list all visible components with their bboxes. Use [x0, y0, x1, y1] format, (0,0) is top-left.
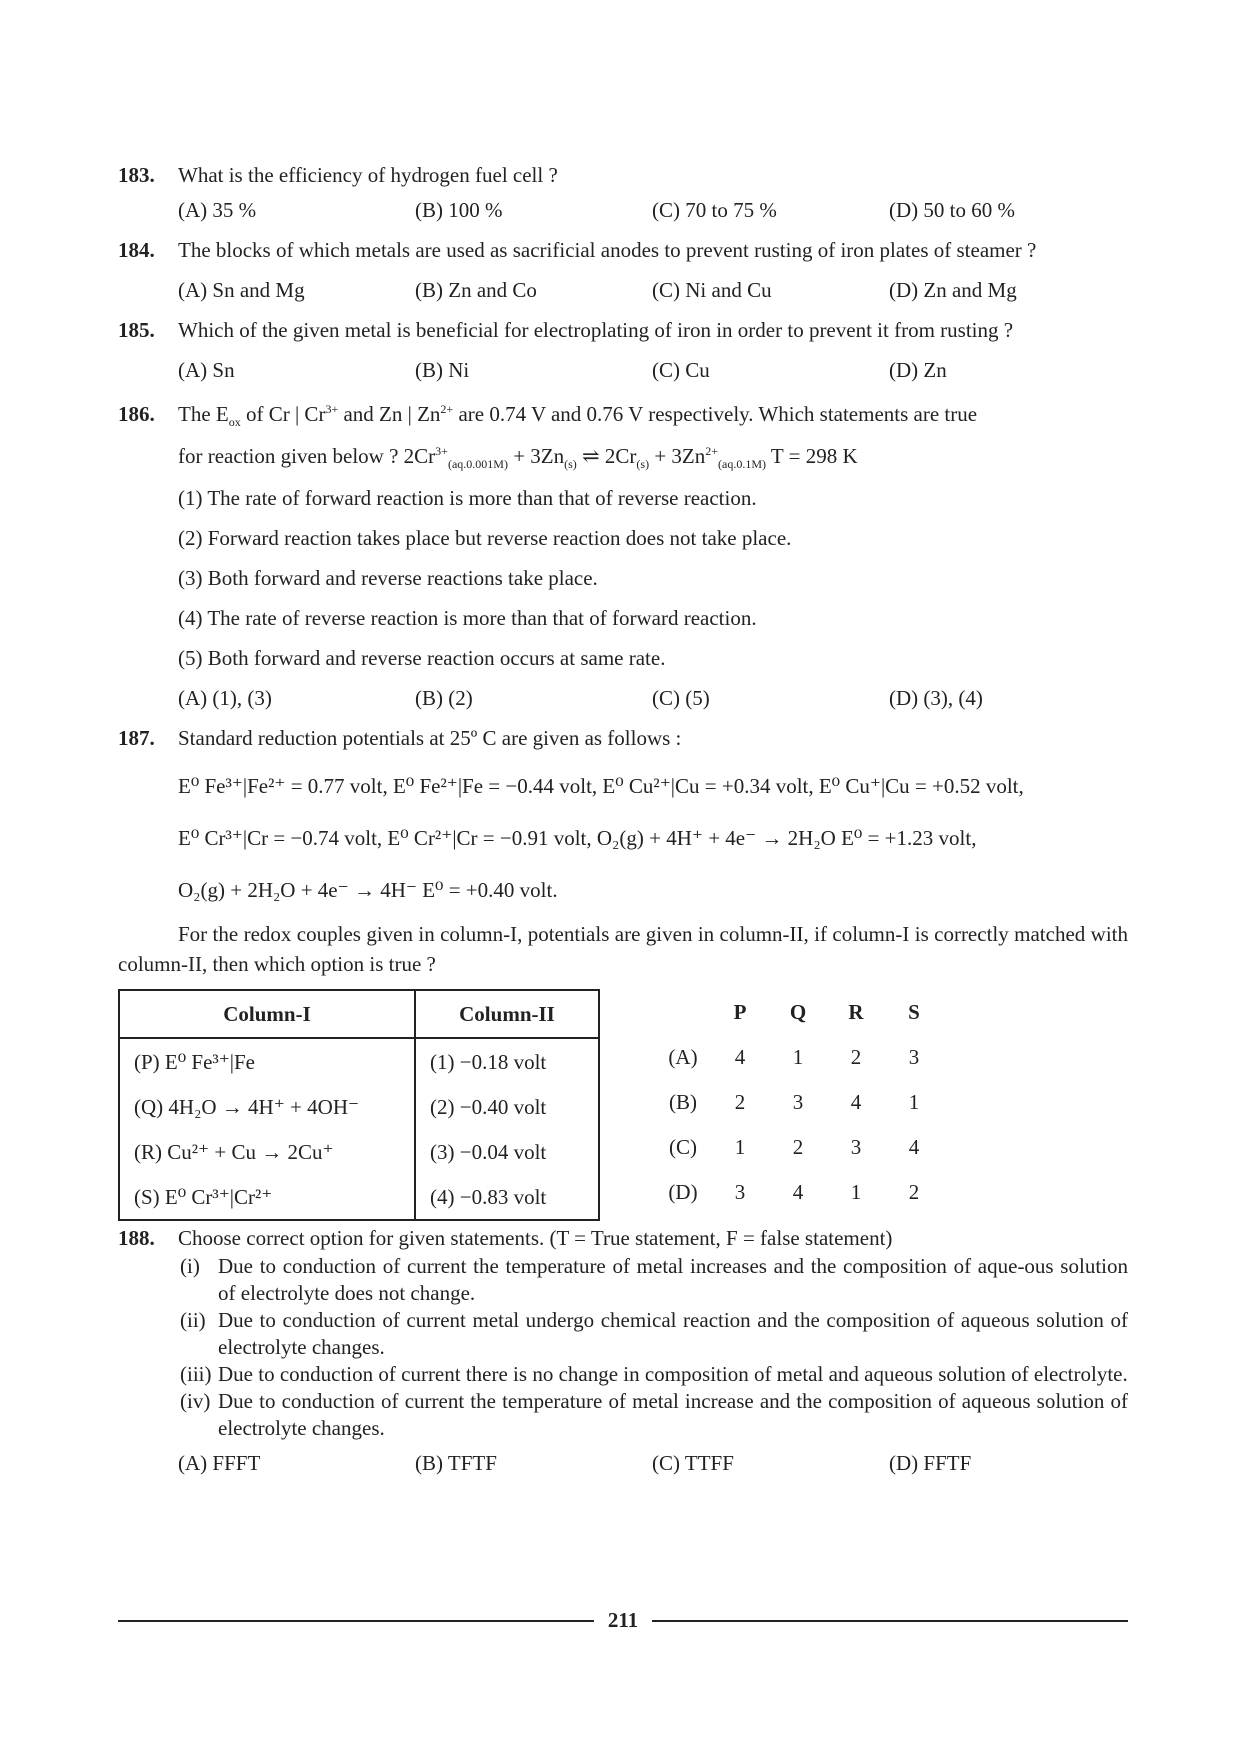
option-d: (D) (3), (4) [889, 686, 983, 710]
question-text: Which of the given metal is beneficial for electroplating of iron in order to prevent it from rusting ? [178, 318, 1014, 342]
question-page [118, 160, 1128, 1478]
statement-text: Due to conduction of current the temperature of metal increases and the composition of aque-ous solution of electrolyte does not change. [218, 1254, 1128, 1305]
grid-header: S [908, 1000, 920, 1024]
tf-statement [180, 1253, 1128, 1307]
options-188 [178, 1448, 1128, 1478]
match-paragraph: For the redox couples given in column-I, potentials are given in column-II, if column-I is correctly matched with column-II, then which option is true ? [118, 922, 1128, 976]
footer-rule-left [118, 1620, 594, 1622]
grid-cell: 1 [908, 1090, 920, 1114]
question-183 [118, 160, 1128, 190]
option-b: (B) (2) [415, 686, 473, 710]
question-number: 183. [118, 163, 155, 187]
option-a: (A) 35 % [178, 198, 257, 222]
statement-text: Due to conduction of current metal undergo chemical reaction and the composition of aqueous solution of electrolyte changes. [218, 1308, 1128, 1359]
option-c: (C) TTFF [652, 1451, 734, 1475]
grid-cell: 2 [908, 1180, 920, 1204]
statement-label: (iii) [180, 1362, 212, 1386]
statement-label: (iv) [180, 1389, 211, 1413]
question-text: The $E_{ox}$ of Cr | $Cr^{3+}$ and Zn | $Zn^{2+}$ are 0.74 V and 0.76 V respectively. Which statements are true [178, 402, 978, 430]
grid-header [655, 989, 711, 1035]
grid-cell: 3 [792, 1090, 804, 1114]
question-text: What is the efficiency of hydrogen fuel cell ? [178, 163, 558, 187]
footer-rule-right [652, 1620, 1128, 1622]
question-185 [118, 315, 1128, 345]
column-1-item: (S) E⁰ Cr³⁺|Cr²⁺ [119, 1174, 415, 1220]
question-number: 184. [118, 238, 155, 262]
grid-cell: 2 [792, 1135, 804, 1159]
option-d: (D) 50 to 60 % [889, 198, 1015, 222]
option-b: (B) Zn and Co [415, 278, 537, 302]
grid-cell: 3 [734, 1180, 746, 1204]
statement-label: (ii) [180, 1308, 206, 1332]
tf-statement [180, 1307, 1128, 1361]
question-number: 185. [118, 318, 155, 342]
statement-text: Due to conduction of current there is no change in composition of metal and aqueous solution of electrolyte. [218, 1362, 1128, 1386]
grid-header: Q [789, 1000, 807, 1024]
column-2-item: (2) −0.40 volt [415, 1084, 599, 1129]
statement: (2) Forward reaction takes place but reverse reaction does not take place. [178, 526, 792, 550]
options-184 [178, 275, 1128, 305]
options-186 [178, 683, 1128, 713]
column-1-item: (Q) 4H₂O → 4H⁺ + 4OH⁻ [119, 1084, 415, 1129]
grid-cell: 1 [792, 1045, 804, 1069]
match-table [118, 989, 600, 1221]
option-a: (A) Sn [178, 358, 235, 382]
grid-header: P [733, 1000, 747, 1024]
option-b: (B) TFTF [415, 1451, 497, 1475]
grid-cell: 3 [850, 1135, 862, 1159]
column-2-item: (1) −0.18 volt [415, 1038, 599, 1084]
grid-cell: 3 [908, 1045, 920, 1069]
grid-option-label: (C) [669, 1135, 697, 1159]
question-number: 186. [118, 402, 155, 426]
question-number: 188. [118, 1226, 155, 1250]
statement: (3) Both forward and reverse reactions take place. [178, 566, 598, 590]
option-a: (A) (1), (3) [178, 686, 272, 710]
reaction-equation: for reaction given below ? $2Cr^{3+}_{(aq.0.001M)} + 3Zn_{(s)}$ ⇌ $2Cr_{(s)} + 3Zn^{2+}_{(aq.0.1M)}$ T = 298 K [178, 444, 858, 472]
column-1-item: (P) E⁰ Fe³⁺|Fe [119, 1038, 415, 1084]
tf-statement [180, 1388, 1128, 1442]
column-2-header: Column-II [415, 990, 599, 1038]
statement: (5) Both forward and reverse reaction occurs at same rate. [178, 646, 666, 670]
question-188 [118, 1223, 1128, 1253]
option-c: (C) 70 to 75 % [652, 198, 777, 222]
option-d: (D) Zn and Mg [889, 278, 1017, 302]
grid-cell: 1 [734, 1135, 746, 1159]
column-1-header: Column-I [119, 990, 415, 1038]
question-187 [118, 723, 1128, 753]
option-b: (B) Ni [415, 358, 470, 382]
grid-cell: 4 [908, 1135, 920, 1159]
page-footer [118, 1608, 1128, 1633]
column-1-item: (R) Cu²⁺ + Cu → 2Cu⁺ [119, 1129, 415, 1174]
statement-text: Due to conduction of current the temperature of metal increase and the composition of aqueous solution of electrolyte changes. [218, 1389, 1128, 1440]
question-text: The blocks of which metals are used as sacrificial anodes to prevent rusting of iron plates of steamer ? [178, 238, 1037, 262]
option-d: (D) FFTF [889, 1451, 972, 1475]
grid-cell: 2 [850, 1045, 862, 1069]
answer-grid [655, 989, 943, 1215]
option-a: (A) Sn and Mg [178, 278, 305, 302]
option-b: (B) 100 % [415, 198, 503, 222]
equation-line: E⁰ Fe³⁺|Fe²⁺ = 0.77 volt, E⁰ Fe²⁺|Fe = −0.44 volt, E⁰ Cu²⁺|Cu = +0.34 volt, E⁰ Cu⁺|Cu = +0.52 volt, [178, 774, 1024, 798]
options-183 [178, 195, 1128, 225]
column-2-item: (3) −0.04 volt [415, 1129, 599, 1174]
options-185 [178, 355, 1128, 385]
grid-cell: 4 [850, 1090, 862, 1114]
question-186 [118, 399, 1128, 429]
question-184 [118, 235, 1128, 265]
option-c: (C) Cu [652, 358, 710, 382]
grid-option-label: (B) [669, 1090, 697, 1114]
option-c: (C) (5) [652, 686, 710, 710]
grid-cell: 2 [734, 1090, 746, 1114]
grid-cell: 1 [850, 1180, 862, 1204]
statement: (4) The rate of reverse reaction is more than that of forward reaction. [178, 606, 757, 630]
option-d: (D) Zn [889, 358, 947, 382]
statement: (1) The rate of forward reaction is more than that of reverse reaction. [178, 486, 757, 510]
question-number: 187. [118, 726, 155, 750]
option-c: (C) Ni and Cu [652, 278, 772, 302]
column-2-item: (4) −0.83 volt [415, 1174, 599, 1220]
equation-line: E⁰ Cr³⁺|Cr = −0.74 volt, E⁰ Cr²⁺|Cr = −0.91 volt, O₂(g) + 4H⁺ + 4e⁻ → 2H₂O E⁰ = +1.23 volt, [178, 826, 977, 850]
statement-label: (i) [180, 1254, 200, 1278]
tf-statement [180, 1361, 1128, 1388]
grid-cell: 4 [792, 1180, 804, 1204]
grid-option-label: (D) [668, 1180, 698, 1204]
option-a: (A) FFFT [178, 1451, 261, 1475]
grid-option-label: (A) [668, 1045, 698, 1069]
grid-header: R [848, 1000, 864, 1024]
question-text: Standard reduction potentials at 25º C are given as follows : [178, 726, 682, 750]
question-text: Choose correct option for given statements. (T = True statement, F = false statement) [178, 1226, 893, 1250]
grid-cell: 4 [734, 1045, 746, 1069]
match-section [118, 989, 1128, 1221]
equation-line: O₂(g) + 2H₂O + 4e⁻ → 4H⁻ E⁰ = +0.40 volt. [178, 878, 558, 902]
page-number: 211 [607, 1608, 639, 1632]
